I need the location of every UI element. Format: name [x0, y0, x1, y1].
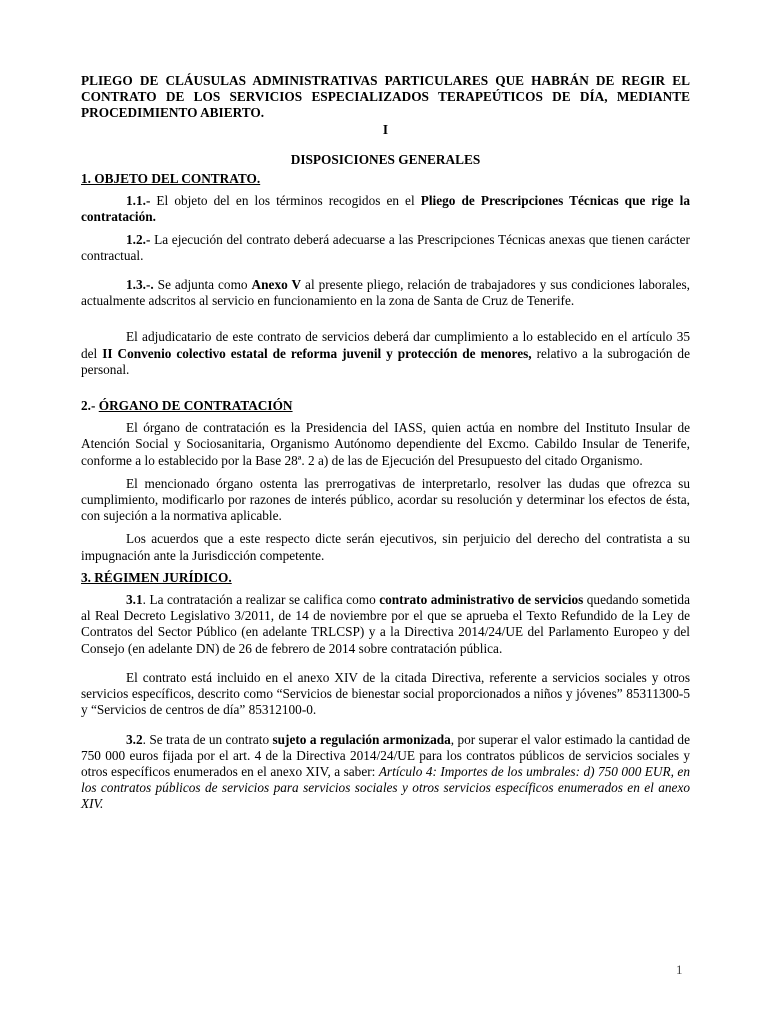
- section-title: DISPOSICIONES GENERALES: [290, 151, 481, 167]
- heading-regimen: 3. RÉGIMEN JURÍDICO.: [81, 569, 232, 585]
- heading-organo: 2.- ÓRGANO DE CONTRATACIÓN: [81, 398, 293, 414]
- document-page: [81, 73, 690, 819]
- clause-1-3: 1.3.-. Se adjunta como Anexo V al presente pliego, relación de trabajadores y sus condiciones laborales, actualmente adscritos al servicio en funcionamiento en la zona de Santa de Cruz de Tenerife.: [81, 277, 690, 309]
- clause-2-p1: El órgano de contratación es la Presidencia del IASS, quien actúa en nombre del Instituto Insular de Atención Social y Sociosanitaria, Organismo Autónomo dependiente del Excmo. Cabildo Insular de Tenerife, conforme a lo establecido por la Base 28ª. 2 a) de las de Ejecución del Presupuesto del citado Organismo.: [81, 420, 690, 468]
- clause-1-subrogation: El adjudicatario de este contrato de servicios deberá dar cumplimiento a lo establecido en el artículo 35 del II Convenio colectivo estatal de reforma juvenil y protección de menores, relativo a la subrogación de personal.: [81, 329, 690, 377]
- page-number: 1: [676, 962, 683, 977]
- heading-objeto: 1. OBJETO DEL CONTRATO.: [81, 171, 261, 187]
- document-title: PLIEGO DE CLÁUSULAS ADMINISTRATIVAS PARTICULARES QUE HABRÁN DE REGIR EL CONTRATO DE LOS SERVICIOS ESPECIALIZADOS TERAPEÚTICOS DE DÍA, MEDIANTE PROCEDIMIENTO ABIERTO.: [81, 73, 690, 121]
- clause-1-1: 1.1.- El objeto del en los términos recogidos en el Pliego de Prescripciones Técnicas que rige la contratación.: [81, 193, 690, 225]
- clause-1-2: 1.2.- La ejecución del contrato deberá adecuarse a las Prescripciones Técnicas anexas que tienen carácter contractual.: [81, 231, 690, 263]
- clause-3-annex: El contrato está incluido en el anexo XIV de la citada Directiva, referente a servicios sociales y otros servicios específicos, descrito como “Servicios de bienestar social proporcionados a niños y jóvenes” 85311300-5 y “Servicios de centros de día” 85312100-0.: [81, 669, 690, 718]
- clause-2-p2: El mencionado órgano ostenta las prerrogativas de interpretarlo, resolver las dudas que ofrezca su cumplimiento, modificarlo por razones de interés público, acordar su resolución y determinar los efectos de ésta, con sujeción a la normativa aplicable.: [81, 475, 690, 524]
- clause-2-p3: Los acuerdos que a este respecto dicte serán ejecutivos, sin perjuicio del derecho del contratista a su impugnación ante la Jurisdicción competente.: [81, 531, 690, 563]
- clause-3-1: 3.1. La contratación a realizar se califica como contrato administrativo de servicios quedando sometida al Real Decreto Legislativo 3/2011, de 14 de noviembre por el que se aprueba el Texto Refundido de la Ley de Contratos del Sector Público (en adelante TRLCSP) y a la Directiva 2014/24/UE del Parlamento Europeo y del Consejo (en adelante DN) de 26 de febrero de 2014 sobre contratación pública.: [81, 592, 690, 656]
- chapter-roman: I: [382, 121, 389, 137]
- clause-3-2: 3.2. Se trata de un contrato sujeto a regulación armonizada, por superar el valor estimado la cantidad de 750 000 euros fijada por el art. 4 de la Directiva 2014/24/UE para los contratos públicos de servicios sociales y otros específicos enumerados en el anexo XIV, a saber: Artículo 4: Importes de los umbrales: d) 750 000 EUR, en los contratos públicos de servicios para servicios sociales y otros servicios específicos enumerados en el anexo XIV.: [81, 731, 690, 812]
